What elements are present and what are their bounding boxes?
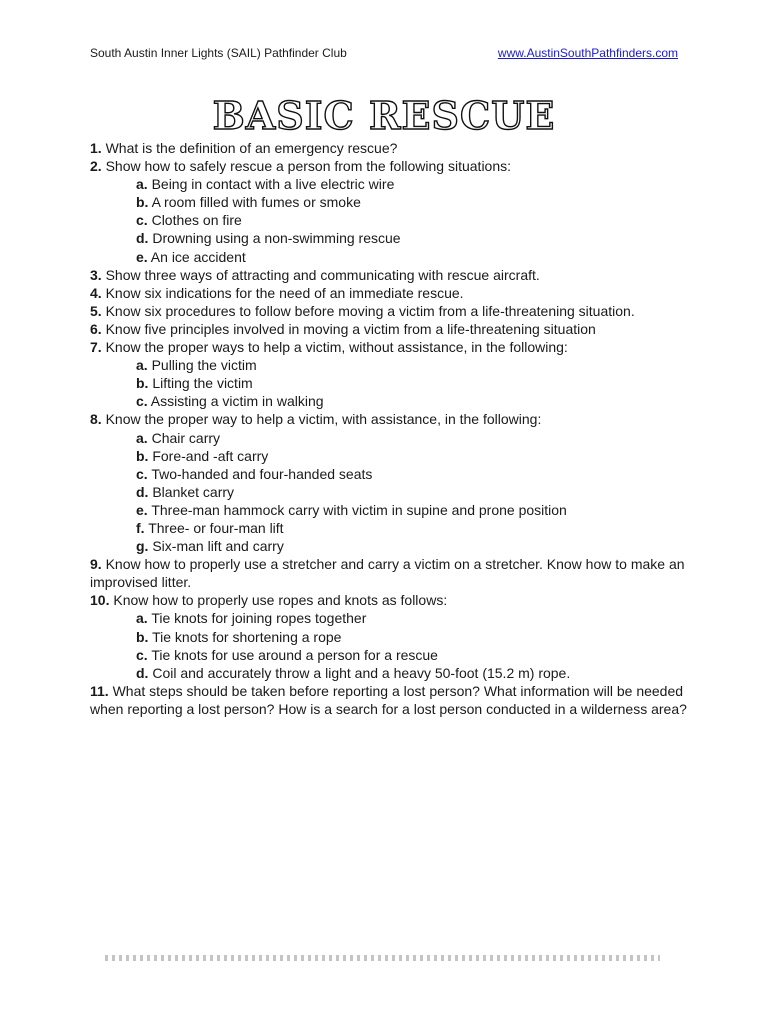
sub-requirement-item xyxy=(136,628,690,646)
sub-requirement-text: Assisting a victim in walking xyxy=(147,393,324,410)
sub-requirement-text: Three- or four-man lift xyxy=(144,519,284,536)
page-header xyxy=(90,46,678,64)
page-title: BASIC RESCUE xyxy=(212,93,556,138)
sub-requirement-letter: c. xyxy=(136,646,148,663)
sub-requirement-item xyxy=(136,537,690,555)
requirement-item xyxy=(90,284,690,302)
sub-requirement-text: Six-man lift and carry xyxy=(148,538,284,555)
requirement-number: 7. xyxy=(90,339,102,356)
sub-requirement-item xyxy=(136,356,690,374)
sub-requirement-letter: c. xyxy=(136,465,148,482)
requirement-text: Know the proper way to help a victim, with assistance, in the following: xyxy=(101,411,542,428)
sub-requirement-letter: f. xyxy=(136,519,145,536)
requirement-text: What steps should be taken before reporting a lost person? What information will be needed when reporting a lost person? How is a search for a lost person conducted in a wilderness area? xyxy=(90,682,687,717)
requirement-text: Know how to properly use a stretcher and carry a victim on a stretcher. Know how to make an improvised litter. xyxy=(90,556,685,591)
sub-requirement-item xyxy=(136,229,690,247)
requirement-text: Know six procedures to follow before moving a victim from a life-threatening situation. xyxy=(101,302,635,319)
requirements-list xyxy=(90,139,690,718)
requirement-item xyxy=(90,410,690,428)
requirement-item xyxy=(90,266,690,284)
sub-requirement-item xyxy=(136,374,690,392)
sub-requirement-item xyxy=(136,447,690,465)
sub-requirement-text: Being in contact with a live electric wire xyxy=(147,176,395,193)
sub-requirement-letter: a. xyxy=(136,357,148,374)
sub-requirement-item xyxy=(136,483,690,501)
requirement-item xyxy=(90,139,690,157)
sub-requirement-letter: c. xyxy=(136,212,148,229)
requirement-text: Know six indications for the need of an immediate rescue. xyxy=(101,284,464,301)
sub-requirement-item xyxy=(136,646,690,664)
requirement-text: Know five principles involved in moving a victim from a life-threatening situation xyxy=(101,320,596,337)
requirement-number: 6. xyxy=(90,320,102,337)
sub-requirement-text: Two-handed and four-handed seats xyxy=(147,465,373,482)
requirement-text: Know how to properly use ropes and knots as follows: xyxy=(109,592,448,609)
sub-requirement-text: A room filled with fumes or smoke xyxy=(148,194,361,211)
requirement-item xyxy=(90,320,690,338)
requirement-item xyxy=(90,302,690,320)
requirement-text: Show three ways of attracting and communicating with rescue aircraft. xyxy=(101,266,540,283)
requirement-item xyxy=(90,682,690,718)
sub-requirement-text: Coil and accurately throw a light and a heavy 50-foot (15.2 m) rope. xyxy=(148,664,571,681)
sub-requirement-text: Clothes on fire xyxy=(147,212,242,229)
sub-requirement-text: Drowning using a non-swimming rescue xyxy=(148,230,401,247)
sub-requirement-item xyxy=(136,429,690,447)
sub-requirement-letter: b. xyxy=(136,375,149,392)
sub-requirement-text: Lifting the victim xyxy=(148,375,253,392)
sub-requirement-item xyxy=(136,248,690,266)
sub-requirement-item xyxy=(136,193,690,211)
requirement-number: 4. xyxy=(90,284,102,301)
sub-requirement-letter: e. xyxy=(136,501,148,518)
requirement-number: 1. xyxy=(90,140,102,156)
sub-requirement-item xyxy=(136,211,690,229)
sub-requirement-item xyxy=(136,392,690,410)
requirement-number: 5. xyxy=(90,302,102,319)
sub-requirement-letter: b. xyxy=(136,447,149,464)
footer-artifact xyxy=(105,955,660,961)
sub-requirement-letter: e. xyxy=(136,248,148,265)
club-name: South Austin Inner Lights (SAIL) Pathfinder Club xyxy=(90,46,347,60)
sub-requirement-letter: d. xyxy=(136,230,149,247)
sub-requirement-text: Three-man hammock carry with victim in supine and prone position xyxy=(147,501,567,518)
sub-requirement-letter: c. xyxy=(136,393,148,410)
website-link[interactable]: www.AustinSouthPathfinders.com xyxy=(497,46,678,60)
requirement-item xyxy=(90,338,690,356)
requirement-text: Know the proper ways to help a victim, without assistance, in the following: xyxy=(101,339,568,356)
sub-requirement-letter: g. xyxy=(136,538,149,555)
sub-requirement-item xyxy=(136,609,690,627)
sub-requirement-text: Tie knots for joining ropes together xyxy=(147,610,367,627)
sub-requirement-letter: b. xyxy=(136,628,149,645)
requirement-number: 11. xyxy=(90,682,109,699)
sub-requirement-text: Fore-and -aft carry xyxy=(148,447,269,464)
sub-requirement-text: Blanket carry xyxy=(148,483,235,500)
sub-requirement-text: Tie knots for shortening a rope xyxy=(148,628,342,645)
sub-requirement-letter: a. xyxy=(136,610,148,627)
requirement-number: 9. xyxy=(90,556,102,573)
requirement-item xyxy=(90,157,690,175)
sub-requirement-item xyxy=(136,465,690,483)
sub-requirement-letter: d. xyxy=(136,483,149,500)
sub-requirement-letter: a. xyxy=(136,176,148,193)
requirement-number: 10. xyxy=(90,592,110,609)
sub-requirement-letter: a. xyxy=(136,429,148,446)
sub-requirement-text: An ice accident xyxy=(147,248,246,265)
requirement-item xyxy=(90,555,690,591)
sub-requirement-item xyxy=(136,664,690,682)
requirement-item xyxy=(90,591,690,609)
sub-requirement-text: Pulling the victim xyxy=(147,357,257,374)
requirement-text: Show how to safely rescue a person from the following situations: xyxy=(101,158,512,175)
sub-requirement-text: Tie knots for use around a person for a rescue xyxy=(147,646,438,663)
requirement-number: 2. xyxy=(90,158,102,175)
sub-requirement-letter: d. xyxy=(136,664,149,681)
requirement-number: 3. xyxy=(90,266,102,283)
requirement-text: What is the definition of an emergency rescue? xyxy=(101,140,398,156)
sub-requirement-text: Chair carry xyxy=(147,429,221,446)
sub-requirement-item xyxy=(136,501,690,519)
sub-requirement-item xyxy=(136,175,690,193)
sub-requirement-letter: b. xyxy=(136,194,149,211)
requirement-number: 8. xyxy=(90,411,102,428)
sub-requirement-item xyxy=(136,519,690,537)
